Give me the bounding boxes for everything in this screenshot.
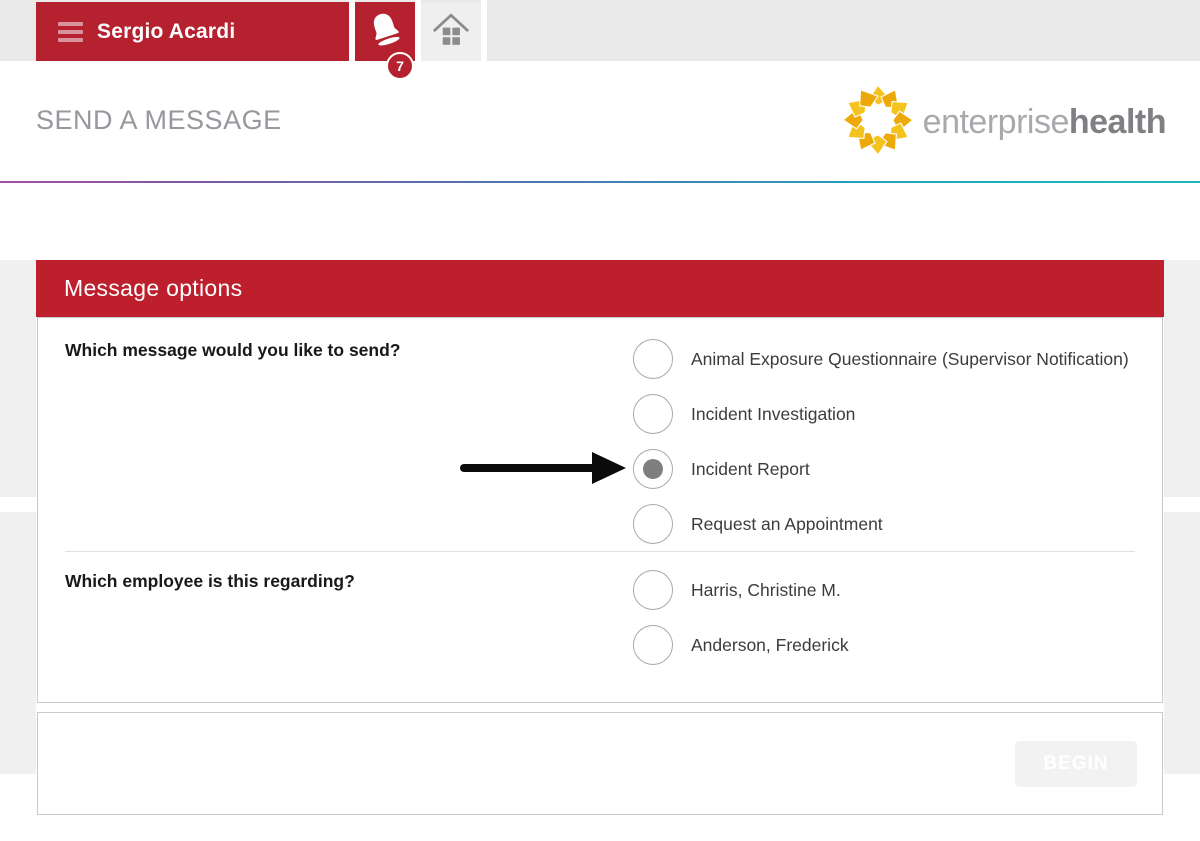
pointer-arrow-icon: [458, 450, 628, 486]
top-bar: [0, 0, 1200, 61]
notification-count-badge: 7: [386, 52, 414, 80]
message-type-options: [633, 338, 1129, 558]
notifications-button[interactable]: [355, 2, 415, 61]
background-band: [1164, 260, 1200, 497]
radio-option-label: Animal Exposure Questionnaire (Supervisor Notification): [691, 348, 1129, 369]
radio-option-animal-exposure[interactable]: [633, 338, 1129, 380]
enterprise-health-logo: [841, 83, 1166, 162]
radio-option-anderson-frederick[interactable]: [633, 624, 849, 666]
radio-option-incident-investigation[interactable]: [633, 393, 1129, 435]
header-gradient-divider: [0, 181, 1200, 183]
radio-button[interactable]: [633, 339, 673, 379]
radio-option-label: Incident Report: [691, 458, 810, 479]
section-divider: [65, 551, 1135, 552]
radio-button[interactable]: [633, 625, 673, 665]
employee-options: [633, 569, 849, 679]
background-band: [0, 512, 36, 774]
divider: [481, 0, 487, 61]
radio-option-incident-report[interactable]: [633, 448, 1129, 490]
question-employee: Which employee is this regarding?: [65, 571, 355, 591]
panel-title: Message options: [36, 260, 1164, 317]
radio-option-harris-christine[interactable]: [633, 569, 849, 611]
message-options-form: [37, 317, 1163, 703]
home-icon: [429, 7, 473, 56]
user-menu-button[interactable]: [36, 2, 349, 61]
radio-option-label: Anderson, Frederick: [691, 634, 849, 655]
radio-button[interactable]: [633, 449, 673, 489]
home-button[interactable]: [421, 2, 481, 61]
radio-option-label: Harris, Christine M.: [691, 579, 841, 600]
page-header: [0, 61, 1200, 181]
question-message-type: Which message would you like to send?: [65, 340, 401, 360]
bell-icon: [366, 10, 404, 53]
logo-wordmark: enterprisehealth: [922, 103, 1166, 141]
radio-button[interactable]: [633, 570, 673, 610]
sunburst-logo-icon: [841, 83, 915, 162]
radio-option-request-appointment[interactable]: [633, 503, 1129, 545]
background-band: [0, 260, 36, 497]
form-action-bar: [37, 712, 1163, 815]
radio-option-label: Request an Appointment: [691, 513, 883, 534]
user-name: Sergio Acardi: [97, 19, 236, 43]
radio-button[interactable]: [633, 394, 673, 434]
background-band: [1164, 512, 1200, 774]
begin-button[interactable]: BEGIN: [1015, 741, 1137, 787]
hamburger-icon: [58, 22, 83, 42]
page-title: SEND A MESSAGE: [36, 105, 282, 135]
radio-button[interactable]: [633, 504, 673, 544]
radio-option-label: Incident Investigation: [691, 403, 856, 424]
